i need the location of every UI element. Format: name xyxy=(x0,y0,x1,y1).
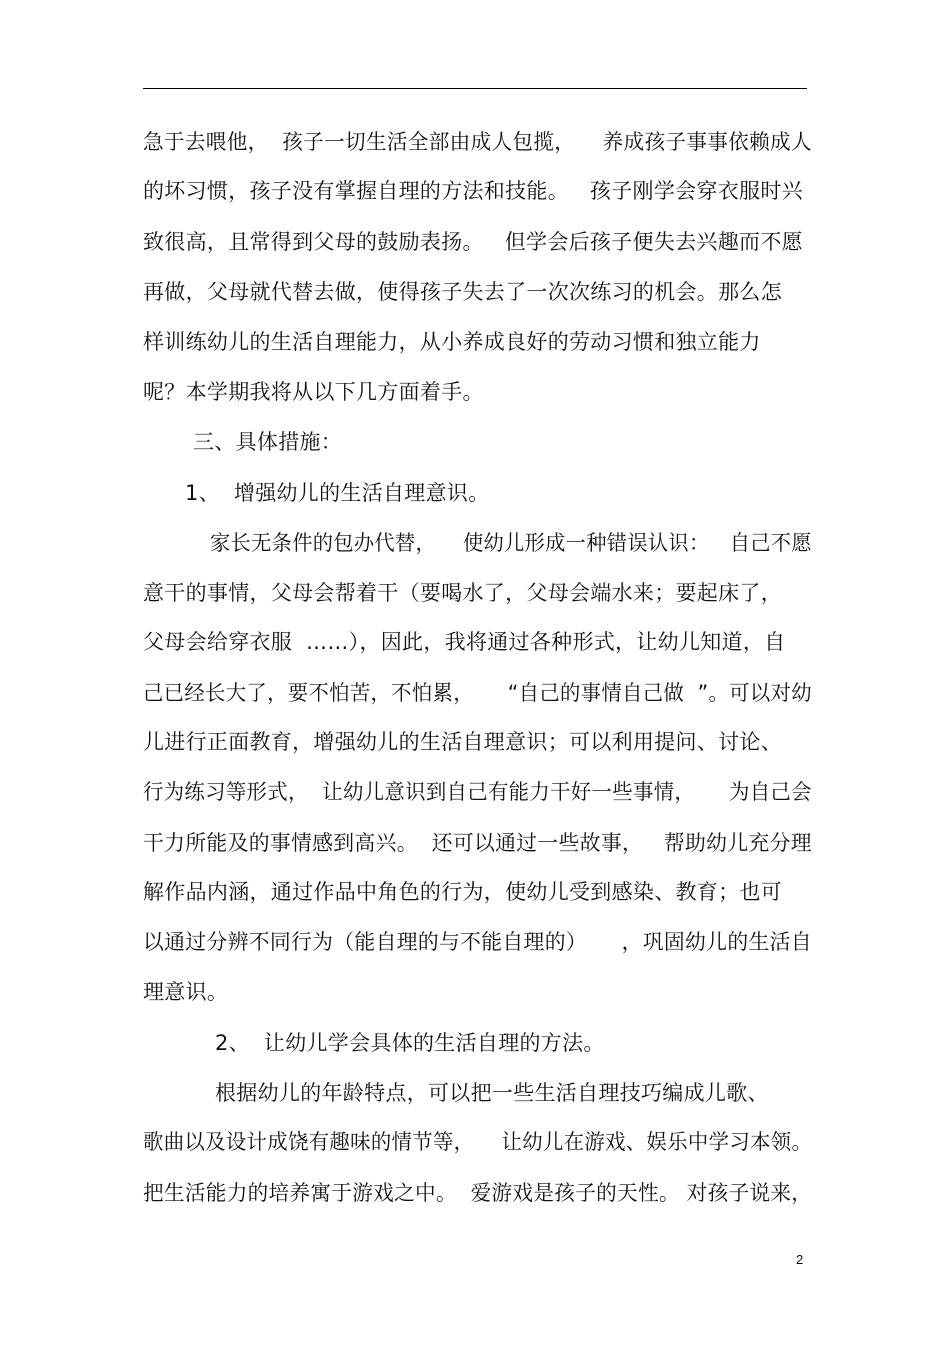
text-line: 己已经长大了，要不怕苦，不怕累， “自己的事情自己做 ”。可以对幼 xyxy=(143,681,812,705)
text-line: 意干的事情，父母会帮着干（要喝水了，父母会端水来；要起床了， xyxy=(143,581,782,605)
text-line: 根据幼儿的年龄特点，可以把一些生活自理技巧编成儿歌、 xyxy=(215,1081,769,1105)
text-line: 呢？本学期我将从以下几方面着手。 xyxy=(143,380,484,404)
text-line: 家长无条件的包办代替， 使幼儿形成一种错误认识： 自己不愿 xyxy=(210,531,812,555)
text-line: 行为练习等形式， 让幼儿意识到自己有能力干好一些事情， 为自己会 xyxy=(143,780,812,804)
text-line: 样训练幼儿的生活自理能力，从小养成良好的劳动习惯和独立能力 xyxy=(143,330,761,354)
text-line: 的坏习惯，孩子没有掌握自理的方法和技能。 孩子刚学会穿衣服时兴 xyxy=(143,179,803,203)
text-line: 急于去喂他， 孩子一切生活全部由成人包揽， 养成孩子事事依赖成人 xyxy=(143,130,812,154)
page-number: 2 xyxy=(796,1252,804,1267)
subsection-heading: 2、 让幼儿学会具体的生活自理的方法。 xyxy=(215,1031,605,1055)
text-line: 儿进行正面教育，增强幼儿的生活自理意识；可以利用提问、讨论、 xyxy=(143,730,782,754)
header-rule xyxy=(143,88,807,89)
text-line: 父母会给穿衣服 ……），因此，我将通过各种形式，让幼儿知道，自 xyxy=(143,630,786,654)
text-line: 干力所能及的事情感到高兴。 还可以通过一些故事， 帮助幼儿充分理 xyxy=(143,831,812,855)
text-line: 以通过分辨不同行为（能自理的与不能自理的） ，巩固幼儿的生活自 xyxy=(143,930,812,954)
text-line: 解作品内涵，通过作品中角色的行为，使幼儿受到感染、教育；也可 xyxy=(143,880,782,904)
subsection-heading: 1、 增强幼儿的生活自理意识。 xyxy=(185,481,490,505)
text-line: 理意识。 xyxy=(143,980,229,1004)
text-line: 歌曲以及设计成饶有趣味的情节等， 让幼儿在游戏、娱乐中学习本领。 xyxy=(143,1130,813,1154)
text-line: 再做，父母就代替去做，使得孩子失去了一次次练习的机会。那么怎 xyxy=(143,280,782,304)
text-line: 把生活能力的培养寓于游戏之中。 爱游戏是孩子的天性。 对孩子说来， xyxy=(143,1181,813,1205)
section-heading: 三、具体措施： xyxy=(193,430,343,454)
text-line: 致很高，且常得到父母的鼓励表扬。 但学会后孩子便失去兴趣而不愿 xyxy=(143,230,803,254)
